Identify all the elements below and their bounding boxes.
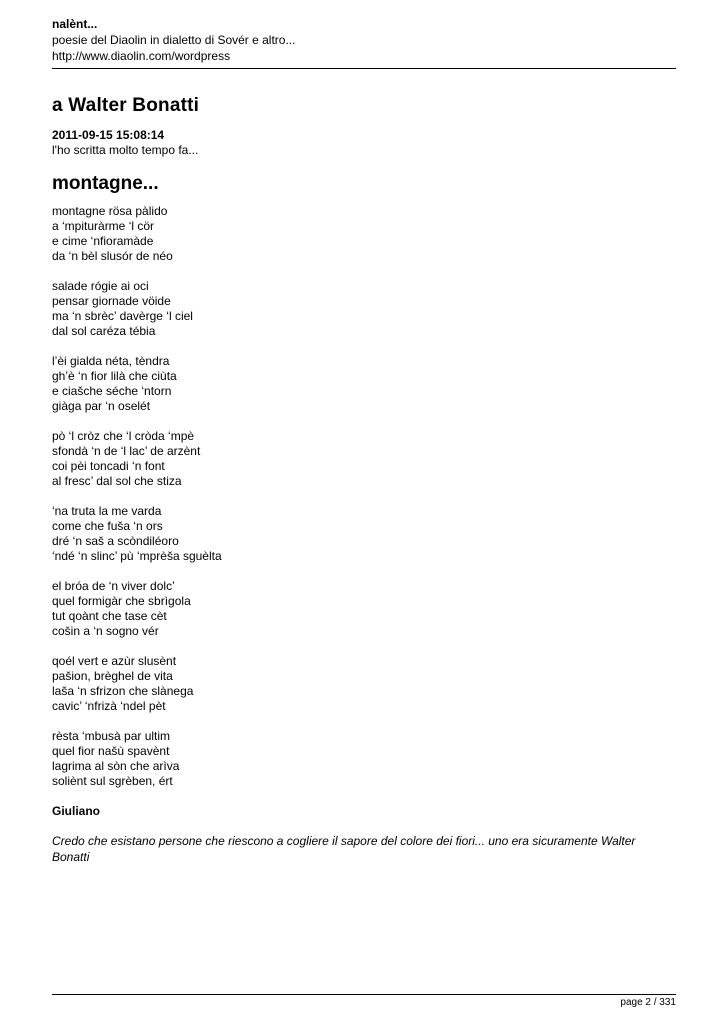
poem-line: cošin a ‘n sogno vér [52, 624, 159, 638]
poem-line: al fresc’ dal sol che stiza [52, 474, 182, 488]
poem-line: pensar giornade vöide [52, 294, 171, 308]
poem-line: quel fior našù spavènt [52, 744, 170, 758]
poem-line: pò ‘l cròz che ‘l cròda ‘mpè [52, 429, 195, 443]
poem-line: da ‘n bèl slusór de néo [52, 249, 173, 263]
footer-divider [52, 994, 676, 995]
poem-line: pašion, brèghel de vita [52, 669, 173, 683]
poem-line: laša ‘n sfrizon che slànega [52, 684, 194, 698]
poem-line: dal sol caréza tébia [52, 324, 156, 338]
poem-line: giàga par ‘n oselét [52, 399, 151, 413]
poem-signature: Giuliano [52, 804, 100, 818]
poem-stanza [52, 579, 676, 639]
post-content [52, 94, 676, 865]
poem-line: a ‘mpituràrme ‘l cör [52, 219, 155, 233]
poem-line: el bróa de ‘n viver dolc’ [52, 579, 175, 593]
site-name: nalènt... [52, 17, 98, 31]
poem-line: e cime ‘nfioramàde [52, 234, 154, 248]
poem-line: soliènt sul sgrèben, ért [52, 774, 173, 788]
site-tagline: poesie del Diaolin in dialetto di Sovér e altro... [52, 33, 296, 47]
poem-line: e ciašche séche ‘ntorn [52, 384, 172, 398]
poem-line: gh’è ‘n fior lilà che ciùta [52, 369, 177, 383]
poem-stanza [52, 429, 676, 489]
poem-line: cavic’ ‘nfrizà ‘ndel pèt [52, 699, 166, 713]
poem-stanza [52, 279, 676, 339]
poem-stanza [52, 504, 676, 564]
post-date: 2011-09-15 15:08:14 [52, 128, 165, 142]
site-url[interactable]: http://www.diaolin.com/wordpress [52, 49, 231, 63]
poem-line: coi pèi toncadi ‘n font [52, 459, 165, 473]
poem-line: sfondà ‘n de ‘l lac’ de arzènt [52, 444, 201, 458]
page-number: page 2 / 331 [620, 997, 676, 1008]
post-intro: l'ho scritta molto tempo fa... [52, 143, 199, 157]
author-comment: Credo che esistano persone che riescono a cogliere il sapore del colore dei fiori... uno era sicuramente Walter Bonatti [52, 834, 636, 864]
poem-line: qoél vert e azùr slusènt [52, 654, 177, 668]
poem-line: lagrima al sòn che arìva [52, 759, 180, 773]
poem-line: ‘ndé ‘n slinc’ pù ‘mprèša sguèlta [52, 549, 222, 563]
post-title: a Walter Bonatti [52, 95, 200, 116]
poem-line: ‘na truta la me varda [52, 504, 162, 518]
poem-line: rèsta ‘mbusà par ultim [52, 729, 171, 743]
poem-stanza [52, 654, 676, 714]
poem-line: dré ‘n saš a scòndiléoro [52, 534, 179, 548]
poem-line: tut qoànt che tase cèt [52, 609, 167, 623]
poem-line: l’èi gialda néta, tèndra [52, 354, 170, 368]
poem-title: montagne... [52, 173, 159, 194]
poem-line: ma ‘n sbrèc’ davèrge ‘l ciel [52, 309, 193, 323]
poem-line: salade rógie ai oci [52, 279, 149, 293]
header-divider [52, 68, 676, 69]
poem-line: come che fuša ‘n ors [52, 519, 163, 533]
page-header [52, 16, 676, 64]
poem-stanza [52, 729, 676, 789]
poem-body [52, 204, 676, 789]
poem-line: montagne rösa pàlido [52, 204, 168, 218]
poem-line: quel formigàr che sbrìgola [52, 594, 191, 608]
poem-stanza [52, 354, 676, 414]
poem-stanza [52, 204, 676, 264]
